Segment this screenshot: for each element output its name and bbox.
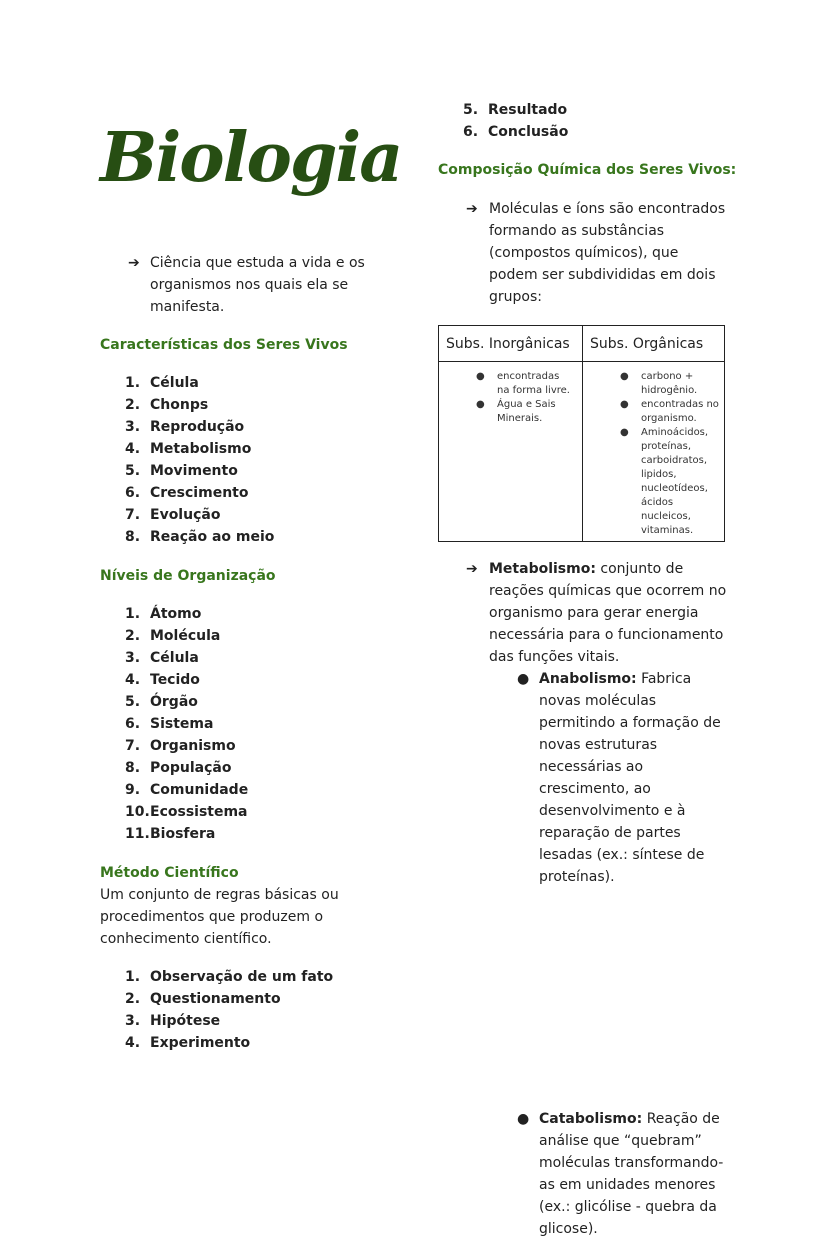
list-item <box>125 735 248 757</box>
list-item-label: Movimento <box>150 463 238 479</box>
table-cell-text: Água e Sais Minerais. <box>497 399 556 424</box>
list-item-label: Átomo <box>150 606 202 622</box>
list-item <box>125 625 248 647</box>
heading-composicao: Composição Química dos Seres Vivos: <box>438 162 737 178</box>
list-number: 4. <box>125 672 141 688</box>
table-cell-text: encontradas no organismo. <box>641 399 719 424</box>
list-item <box>125 801 248 823</box>
table-cell-item <box>476 398 573 426</box>
list-number: 6. <box>125 716 141 732</box>
metabolismo-paragraph: ➔ Metabolismo: conjunto de reações químicas que ocorrem no organismo para gerar energia necessária para o funcionamento das funções vitais. <box>466 558 731 668</box>
list-number: 6. <box>125 485 141 501</box>
list-item-label: Chonps <box>150 397 209 413</box>
list-number: 3. <box>125 650 141 666</box>
catabolismo-item: ● Catabolismo: Reação de análise que “quebram” moléculas transformando-as em unidades menores (ex.: glicólise - quebra da glicose). <box>539 1108 724 1240</box>
list-item <box>125 526 274 548</box>
list-number: 7. <box>125 507 141 523</box>
list-number: 7. <box>125 738 141 754</box>
heading-caracteristicas: Características dos Seres Vivos <box>100 337 348 353</box>
inorganicas-list <box>476 370 573 426</box>
table-header: Subs. Inorgânicas <box>439 326 583 362</box>
metodo-description: Um conjunto de regras básicas ou procedimentos que produzem o conhecimento científico. <box>100 887 339 947</box>
list-item-label: Observação de um fato <box>150 969 334 985</box>
bullet-icon: ● <box>517 1111 530 1127</box>
table-cell-item <box>620 398 723 426</box>
list-item-label: Experimento <box>150 1035 251 1051</box>
arrow-icon: ➔ <box>466 561 478 577</box>
list-item-label: Biosfera <box>150 826 216 842</box>
list-item-label: Conclusão <box>488 124 569 140</box>
list-item-label: Célula <box>150 650 199 666</box>
list-number: 3. <box>125 419 141 435</box>
table-header: Subs. Orgânicas <box>583 326 725 362</box>
table-cell-text: encontradas na forma livre. <box>497 371 570 396</box>
list-item-label: População <box>150 760 232 776</box>
list-item-label: Questionamento <box>150 991 281 1007</box>
page-title: Biologia <box>100 118 402 198</box>
arrow-icon: ➔ <box>128 255 140 271</box>
list-item-label: Resultado <box>488 102 568 118</box>
list-item-label: Reprodução <box>150 419 245 435</box>
bullet-icon: ● <box>620 399 629 410</box>
bullet-icon: ● <box>620 371 629 382</box>
list-caracteristicas <box>125 372 274 548</box>
list-item <box>125 504 274 526</box>
list-niveis <box>125 603 248 845</box>
list-number: 5. <box>463 102 479 118</box>
list-item-label: Comunidade <box>150 782 249 798</box>
list-item <box>125 1010 333 1032</box>
list-item <box>125 1032 333 1054</box>
list-number: 10. <box>125 804 150 820</box>
heading-niveis: Níveis de Organização <box>100 568 276 584</box>
anabolismo-item: ● Anabolismo: Fabrica novas moléculas permitindo a formação de novas estruturas necessárias ao crescimento, ao desenvolvimento e à reparação de partes lesadas (ex.: síntese de proteínas). <box>539 668 729 888</box>
list-item <box>125 603 248 625</box>
list-item-label: Ecossistema <box>150 804 248 820</box>
list-item-label: Metabolismo <box>150 441 252 457</box>
list-number: 1. <box>125 606 141 622</box>
bullet-icon: ● <box>517 671 530 687</box>
bullet-icon: ● <box>476 399 485 410</box>
list-number: 9. <box>125 782 141 798</box>
list-item <box>125 757 248 779</box>
list-item-label: Crescimento <box>150 485 249 501</box>
list-item <box>125 669 248 691</box>
list-item <box>125 394 274 416</box>
list-number: 6. <box>463 124 479 140</box>
list-item <box>125 416 274 438</box>
list-item <box>125 691 248 713</box>
list-item <box>125 988 333 1010</box>
list-item <box>125 438 274 460</box>
list-number: 2. <box>125 991 141 1007</box>
organicas-list <box>620 370 723 538</box>
list-item <box>463 121 568 143</box>
list-item-label: Hipótese <box>150 1013 221 1029</box>
list-item <box>125 372 274 394</box>
list-item-label: Órgão <box>150 694 198 710</box>
list-number: 4. <box>125 441 141 457</box>
list-item <box>125 460 274 482</box>
list-item-label: Célula <box>150 375 199 391</box>
list-item <box>125 779 248 801</box>
list-item-label: Organismo <box>150 738 236 754</box>
table-cell-item <box>620 426 723 538</box>
list-number: 5. <box>125 463 141 479</box>
arrow-icon: ➔ <box>466 201 478 217</box>
list-item <box>125 713 248 735</box>
bullet-icon: ● <box>620 427 629 438</box>
substances-table <box>438 325 725 542</box>
list-number: 1. <box>125 969 141 985</box>
list-number: 4. <box>125 1035 141 1051</box>
list-number: 5. <box>125 694 141 710</box>
list-item <box>125 966 333 988</box>
list-number: 3. <box>125 1013 141 1029</box>
list-number: 11. <box>125 826 150 842</box>
list-item <box>125 482 274 504</box>
list-item <box>125 647 248 669</box>
intro-paragraph: ➔ Ciência que estuda a vida e os organismos nos quais ela se manifesta. <box>128 252 368 318</box>
list-item-label: Tecido <box>150 672 200 688</box>
list-number: 8. <box>125 760 141 776</box>
table-cell-text: carbono + hidrogênio. <box>641 371 698 396</box>
table-cell-item <box>476 370 573 398</box>
list-item-label: Reação ao meio <box>150 529 275 545</box>
list-metodo-continued <box>463 99 568 143</box>
composicao-paragraph: ➔ Moléculas e íons são encontrados formando as substâncias (compostos químicos), que podem ser subdivididas em dois grupos: <box>466 198 728 308</box>
list-number: 2. <box>125 628 141 644</box>
heading-metodo: Método Científico <box>100 865 239 881</box>
list-number: 2. <box>125 397 141 413</box>
list-item <box>463 99 568 121</box>
list-metodo <box>125 966 333 1054</box>
bullet-icon: ● <box>476 371 485 382</box>
list-item-label: Evolução <box>150 507 221 523</box>
table-cell-item <box>620 370 723 398</box>
list-item-label: Sistema <box>150 716 214 732</box>
list-item-label: Molécula <box>150 628 221 644</box>
list-item <box>125 823 248 845</box>
list-number: 1. <box>125 375 141 391</box>
table-cell-text: Aminoácidos, proteínas, carboidratos, lipidos, nucleotídeos, ácidos nucleicos, vitaminas. <box>641 427 709 536</box>
list-number: 8. <box>125 529 141 545</box>
